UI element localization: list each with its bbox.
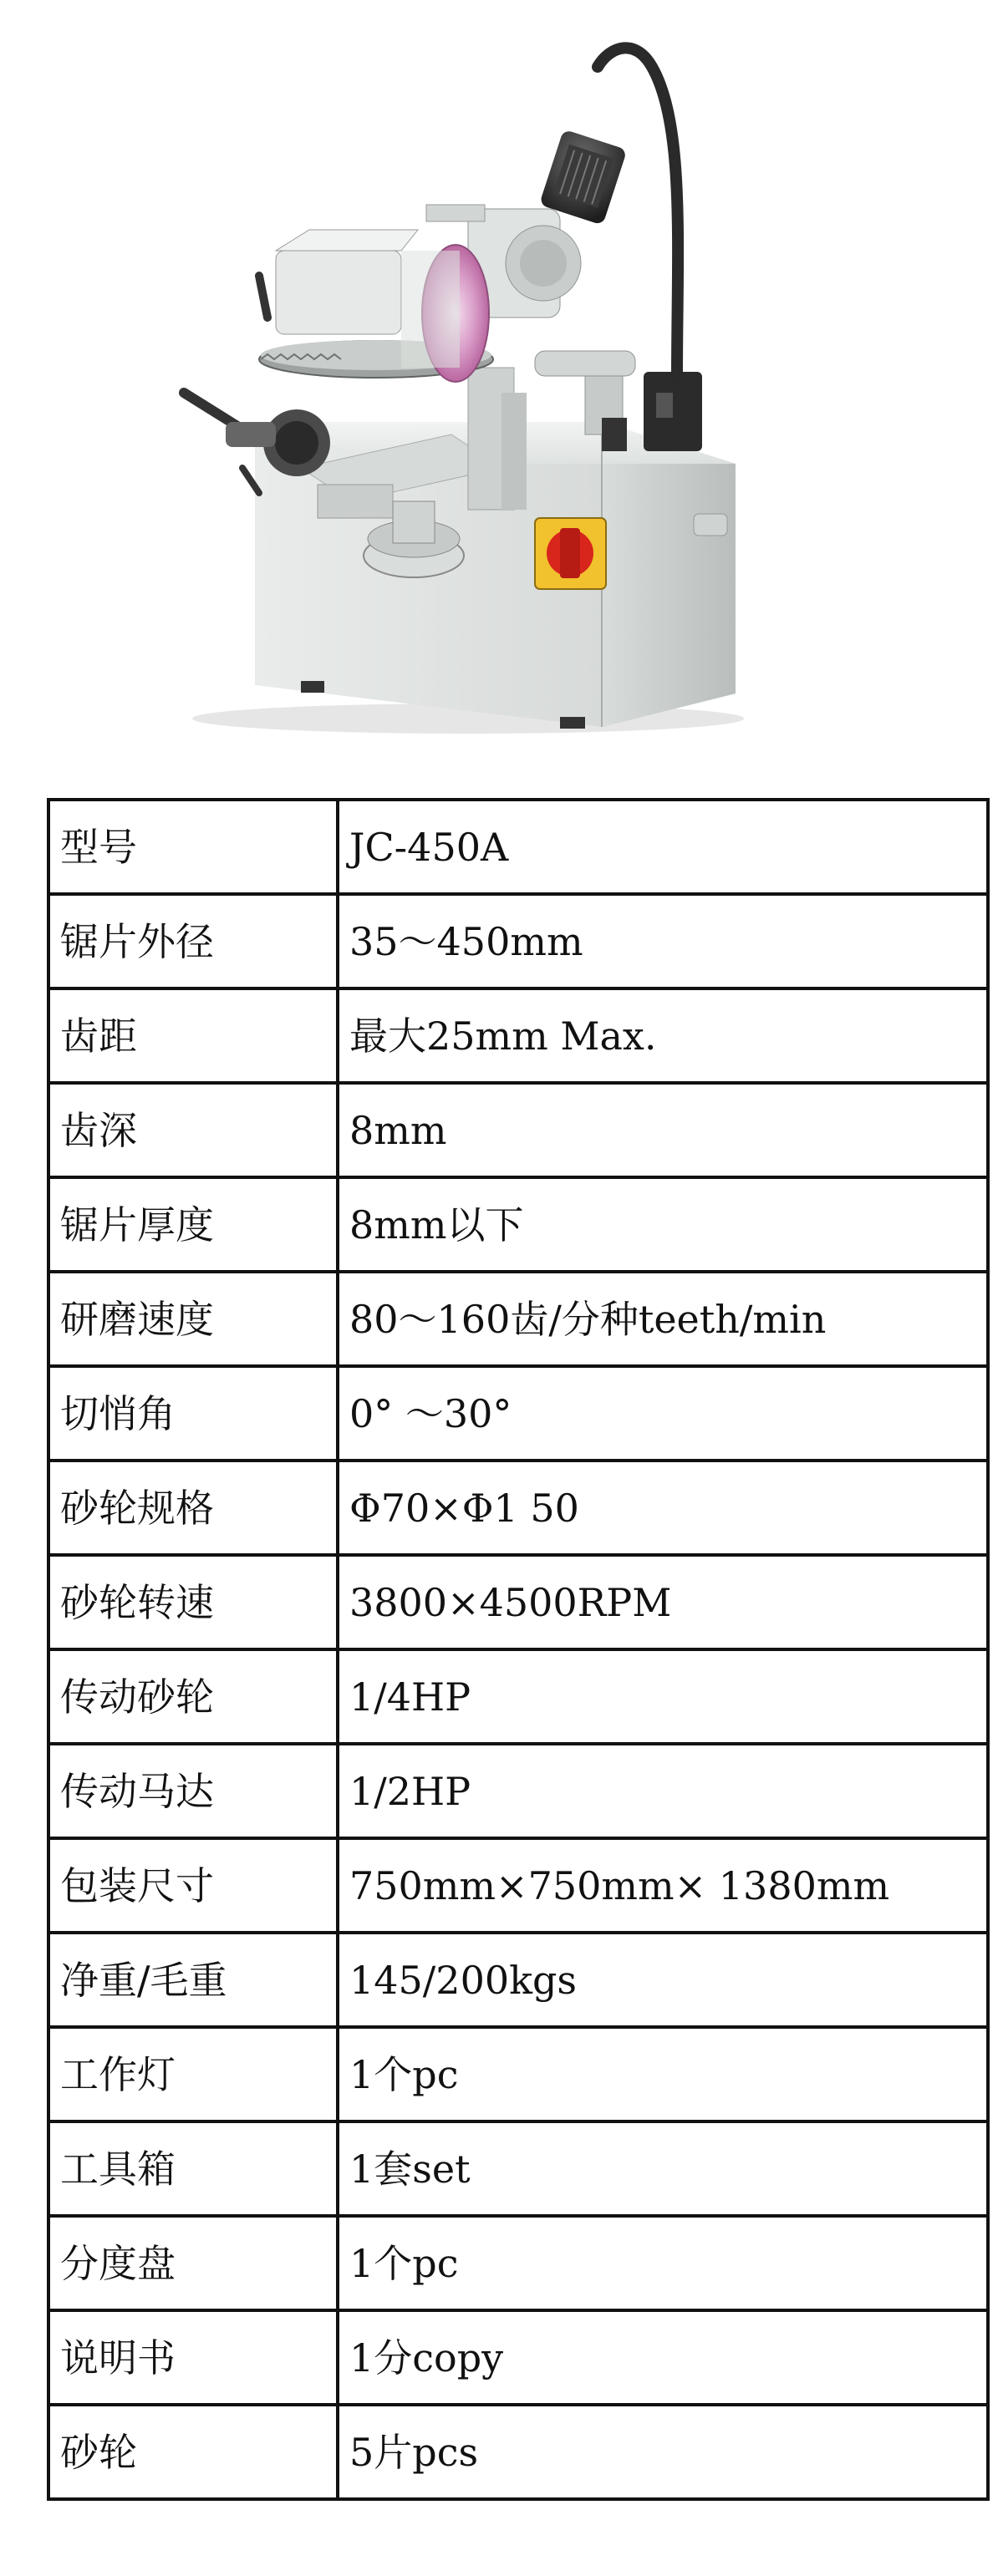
spec-value: 0° ～30° (338, 1366, 988, 1461)
table-row (48, 2216, 988, 2310)
spec-label: 包装尺寸 (48, 1838, 338, 1933)
table-row (48, 894, 988, 988)
spec-value: 80～160齿/分种teeth/min (338, 1272, 988, 1366)
spec-value: JC-450A (338, 800, 988, 894)
spec-label: 传动马达 (48, 1744, 338, 1838)
spec-value: 5片pcs (338, 2405, 988, 2499)
spec-value: 最大25mm Max. (338, 988, 988, 1083)
spec-label: 砂轮 (48, 2405, 338, 2499)
spec-value: 8mm (338, 1083, 988, 1177)
spec-value: Φ70×Φ1 50 (338, 1461, 988, 1555)
table-row (48, 2405, 988, 2499)
table-row (48, 1933, 988, 2027)
table-row (48, 2310, 988, 2405)
spec-label: 型号 (48, 800, 338, 894)
spec-value: 1/4HP (338, 1649, 988, 1744)
table-row (48, 2121, 988, 2216)
spec-value: 1套set (338, 2121, 988, 2216)
table-row (48, 1083, 988, 1177)
spec-value: 1分copy (338, 2310, 988, 2405)
spec-label: 锯片外径 (48, 894, 338, 988)
spec-table-body (48, 800, 988, 2499)
table-row (48, 1649, 988, 1744)
spec-value: 8mm以下 (338, 1177, 988, 1272)
spec-label: 传动砂轮 (48, 1649, 338, 1744)
spec-value: 3800×4500RPM (338, 1555, 988, 1649)
spec-value: 1个pc (338, 2216, 988, 2310)
spec-label: 齿深 (48, 1083, 338, 1177)
table-row (48, 1272, 988, 1366)
spec-value: 1/2HP (338, 1744, 988, 1838)
table-row (48, 2027, 988, 2121)
spec-label: 工具箱 (48, 2121, 338, 2216)
spec-label: 砂轮转速 (48, 1555, 338, 1649)
spec-table (47, 798, 990, 2501)
spec-label: 净重/毛重 (48, 1933, 338, 2027)
spec-label: 砂轮规格 (48, 1461, 338, 1555)
table-row (48, 1366, 988, 1461)
table-row (48, 1838, 988, 1933)
spec-label: 分度盘 (48, 2216, 338, 2310)
spec-label: 切悄角 (48, 1366, 338, 1461)
table-row (48, 800, 988, 894)
tool-grinder-icon (0, 0, 1003, 777)
spec-label: 锯片厚度 (48, 1177, 338, 1272)
spec-label: 说明书 (48, 2310, 338, 2405)
product-photo (0, 0, 1003, 777)
spec-label: 齿距 (48, 988, 338, 1083)
spec-value: 35～450mm (338, 894, 988, 988)
table-row (48, 1177, 988, 1272)
table-row (48, 988, 988, 1083)
spec-label: 工作灯 (48, 2027, 338, 2121)
spec-value: 1个pc (338, 2027, 988, 2121)
spec-label: 研磨速度 (48, 1272, 338, 1366)
table-row (48, 1744, 988, 1838)
spec-value: 145/200kgs (338, 1933, 988, 2027)
spec-value: 750mm×750mm× 1380mm (338, 1838, 988, 1933)
table-row (48, 1555, 988, 1649)
table-row (48, 1461, 988, 1555)
